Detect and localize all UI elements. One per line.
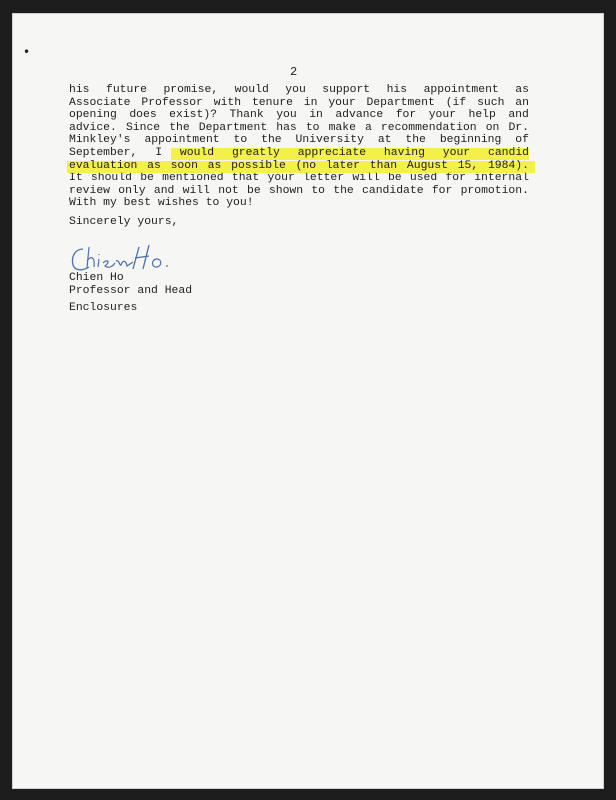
word: your (267, 172, 295, 185)
word: your (428, 109, 457, 122)
word: be (140, 172, 154, 185)
word: would (179, 146, 215, 159)
word: later (325, 159, 361, 172)
word: will (352, 172, 380, 185)
word: Department (198, 121, 268, 134)
word: as (207, 159, 222, 172)
word: help (468, 109, 496, 122)
word: would (234, 84, 269, 96)
word: such (477, 96, 505, 109)
word: promotion. (460, 184, 529, 197)
text-line (69, 160, 529, 173)
word: used (409, 172, 438, 185)
word: his (386, 84, 408, 96)
word: mentioned (162, 172, 224, 185)
word: beginning (439, 134, 502, 147)
word: internal (474, 172, 529, 185)
word: an (515, 96, 529, 109)
word: It (69, 172, 83, 185)
text-line-final: With my best wishes to you! (69, 197, 254, 210)
word: to (233, 134, 248, 147)
page-number: 2 (290, 65, 298, 79)
word: (if (445, 96, 467, 109)
word: your (328, 96, 356, 109)
word: soon (170, 159, 198, 172)
word: in (309, 109, 323, 122)
text-line (69, 122, 529, 135)
word: Since (125, 121, 161, 134)
word: as (147, 159, 161, 172)
word: than (369, 159, 398, 172)
word: the (333, 184, 354, 197)
word: appointment (423, 84, 499, 96)
word: evaluation (69, 159, 138, 172)
word: Department (366, 96, 435, 109)
word: Associate (69, 96, 131, 109)
letter-paragraph (69, 84, 529, 210)
word: of (515, 134, 529, 147)
word: his (69, 84, 90, 96)
word: tenure (251, 96, 293, 109)
word: you (285, 84, 306, 96)
stray-mark: • (23, 45, 31, 59)
letter-page (12, 13, 604, 789)
word: (no (295, 159, 317, 172)
text-line (69, 172, 529, 185)
word: exist)? (169, 109, 218, 122)
show-through-text (270, 223, 320, 361)
word: be (246, 184, 261, 197)
word: for (431, 184, 453, 197)
word: has (276, 121, 297, 134)
text-line (69, 134, 529, 147)
text-line (69, 97, 529, 110)
word: future (105, 84, 147, 96)
word: on (485, 121, 500, 134)
enclosures-note: Enclosures (69, 302, 138, 314)
word: that (231, 172, 260, 185)
word: support (322, 84, 371, 96)
word: opening (69, 109, 117, 122)
word: Thank (229, 109, 264, 122)
word: appreciate (297, 146, 367, 159)
word: Professor (141, 96, 203, 109)
word: 15, (457, 159, 479, 172)
word: with (213, 96, 242, 109)
signer-title: Professor and Head (69, 285, 193, 297)
text-line (69, 109, 529, 122)
word: the (169, 121, 190, 134)
word: having (383, 146, 425, 159)
word: September, (69, 146, 138, 159)
word: the (405, 134, 426, 147)
word: the (261, 134, 282, 147)
signer-name: Chien Ho (69, 272, 124, 284)
word: August (406, 159, 448, 172)
word: letter (303, 172, 345, 185)
word: greatly (231, 146, 280, 159)
word: University (295, 134, 364, 147)
word: candid (487, 146, 529, 159)
word: should (90, 172, 132, 185)
word: you (276, 109, 297, 122)
word: your (442, 146, 471, 159)
text-line (69, 147, 529, 160)
closing: Sincerely yours, (69, 216, 179, 228)
word: for (395, 109, 417, 122)
word: appointment (144, 134, 220, 147)
word: 1984). (487, 159, 529, 172)
word: promise, (163, 84, 219, 96)
word: possible (231, 159, 286, 172)
text-line (69, 185, 529, 198)
word: for (445, 172, 466, 185)
word: review (69, 184, 111, 197)
word: to (311, 184, 326, 197)
word: as (515, 84, 529, 96)
word: will (182, 184, 210, 197)
word: candidate (362, 184, 424, 197)
word: advice. (69, 121, 117, 134)
word: Minkley's (69, 134, 131, 147)
word: make (328, 121, 356, 134)
word: be (387, 172, 402, 185)
word: and (153, 184, 175, 197)
word: Dr. (508, 121, 529, 134)
word: to (305, 121, 320, 134)
word: at (377, 134, 392, 147)
word: and (508, 109, 529, 122)
text-line (69, 84, 529, 97)
word: not (218, 184, 239, 197)
word: only (118, 184, 146, 197)
word: does (129, 109, 157, 122)
word: recommendation (380, 121, 477, 134)
word: a (365, 121, 372, 134)
word: in (303, 96, 318, 109)
signature-block (69, 272, 192, 298)
word: I (155, 146, 163, 159)
word: advance (335, 109, 384, 122)
word: shown (268, 184, 304, 197)
